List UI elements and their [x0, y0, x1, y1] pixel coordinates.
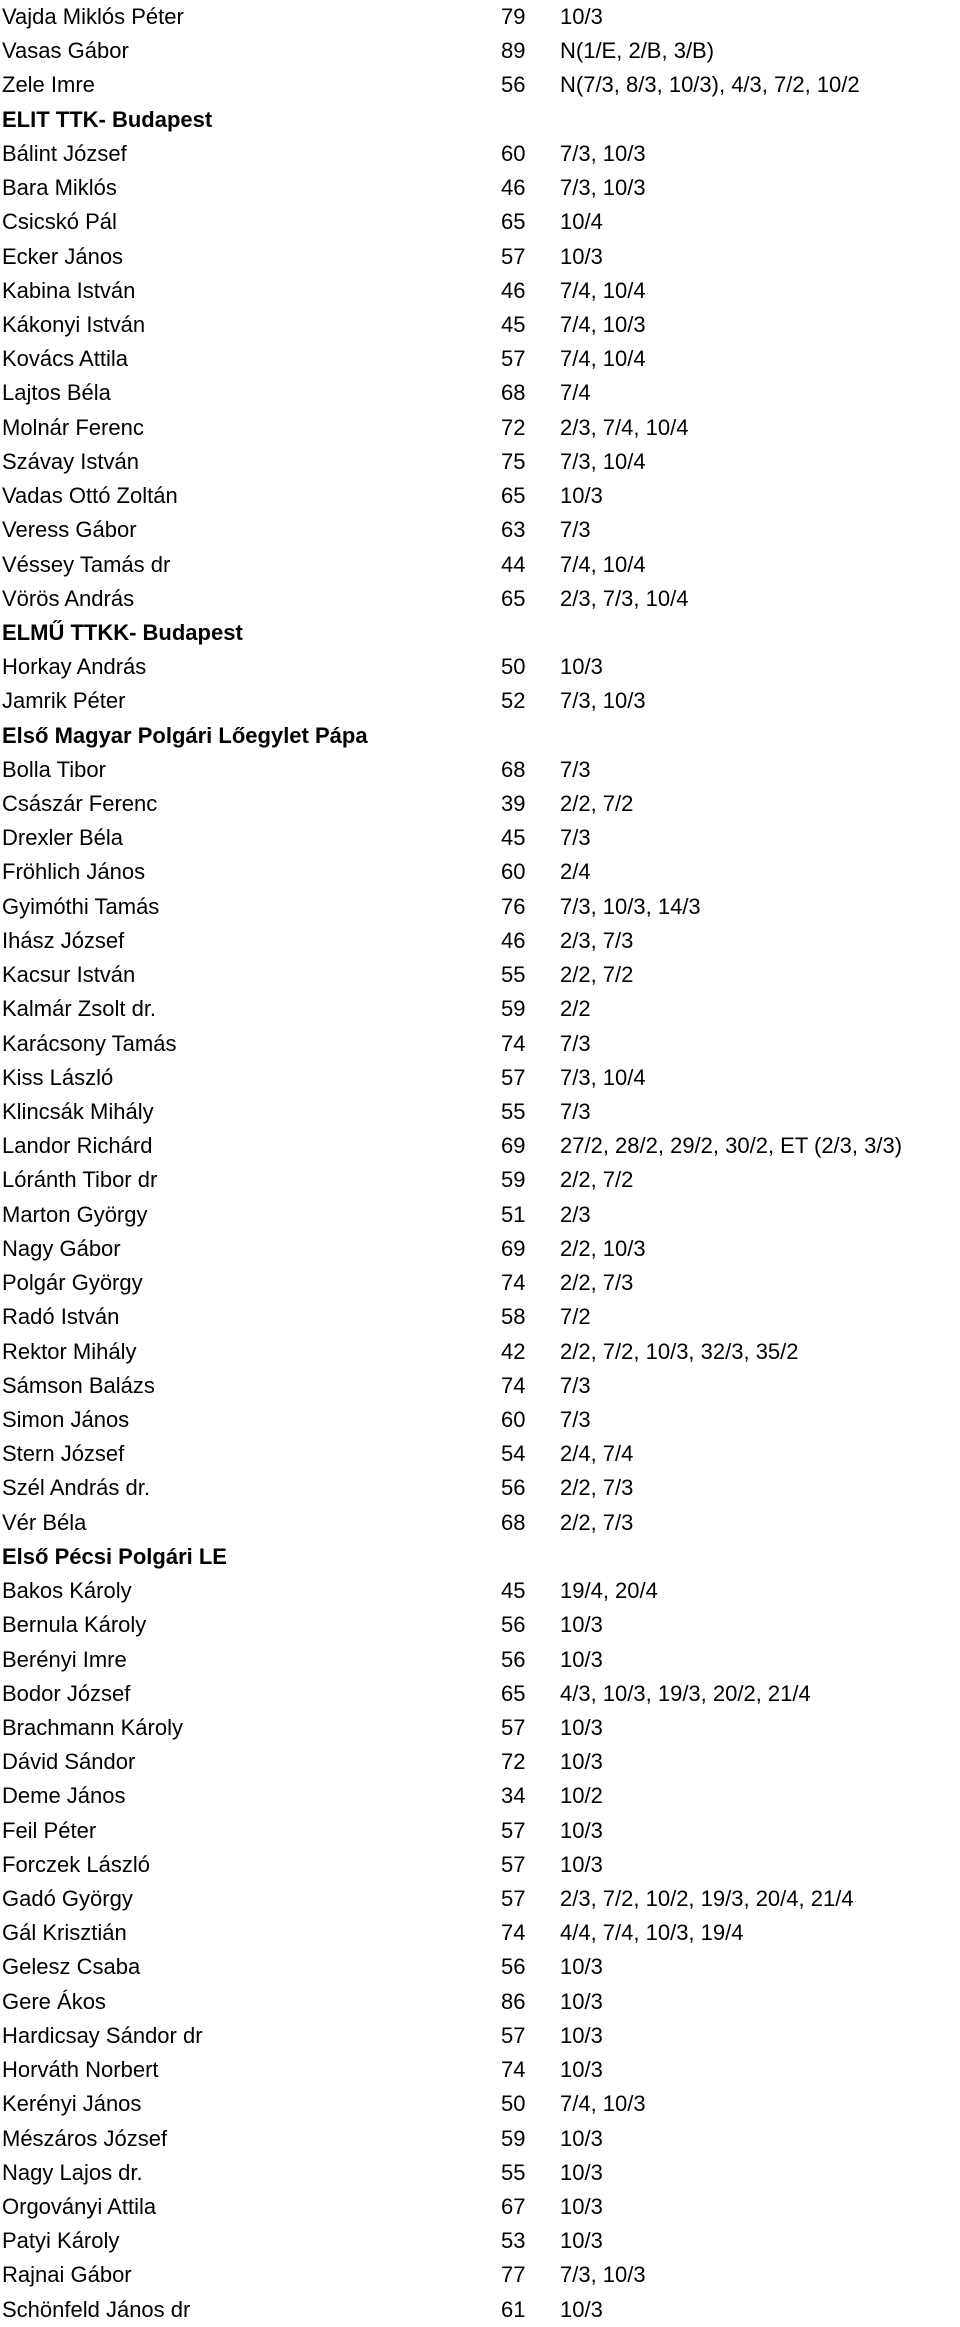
- competitor-row: [0, 1711, 960, 1745]
- competitor-name: Deme János: [2, 1783, 126, 1809]
- competitor-events: 7/4, 10/4: [560, 551, 646, 577]
- competitor-row: [0, 1916, 960, 1950]
- competitor-age: 63: [501, 517, 526, 543]
- competitor-row: [0, 1950, 960, 1984]
- competitor-row: [0, 548, 960, 582]
- competitor-row: [0, 582, 960, 616]
- competitor-name: Nagy Gábor: [2, 1235, 121, 1261]
- competitor-name: Horváth Norbert: [2, 2057, 159, 2083]
- competitor-name: Polgár György: [2, 1270, 143, 1296]
- competitor-row: [0, 1369, 960, 1403]
- competitor-events: 2/4, 7/4: [560, 1441, 634, 1467]
- competitor-age: 34: [501, 1783, 526, 1809]
- competitor-name: Lajtos Béla: [2, 380, 111, 406]
- competitor-events: 10/2: [560, 1783, 603, 1809]
- competitor-name: Ihász József: [2, 927, 125, 953]
- competitor-name: Bakos Károly: [2, 1578, 132, 1604]
- competitor-age: 55: [501, 962, 526, 988]
- competitor-row: [0, 1437, 960, 1471]
- competitor-name: Kiss László: [2, 1064, 114, 1090]
- competitor-row: [0, 376, 960, 410]
- competitor-age: 69: [501, 1235, 526, 1261]
- competitor-events: 10/3: [560, 1646, 603, 1672]
- competitor-row: [0, 992, 960, 1026]
- competitor-age: 57: [501, 1817, 526, 1843]
- competitor-events: 10/3: [560, 483, 603, 509]
- competitor-name: Kabina István: [2, 277, 136, 303]
- competitor-age: 59: [501, 996, 526, 1022]
- competitor-events: 10/3: [560, 243, 603, 269]
- competitor-events: 10/4: [560, 209, 603, 235]
- competitor-row: [0, 479, 960, 513]
- competitor-events: 2/2, 7/2, 10/3, 32/3, 35/2: [560, 1338, 799, 1364]
- competitor-name: Vörös András: [2, 585, 135, 611]
- competitor-age: 89: [501, 38, 526, 64]
- competitor-row: [0, 1506, 960, 1540]
- competitor-age: 56: [501, 1646, 526, 1672]
- competitor-events: 7/3, 10/3: [560, 2262, 646, 2288]
- competitor-age: 55: [501, 1099, 526, 1124]
- competitor-row: [0, 205, 960, 239]
- competitor-name: Bodor József: [2, 1680, 131, 1706]
- competitor-name: Mészáros József: [2, 2125, 168, 2151]
- competitor-age: 61: [501, 2296, 526, 2322]
- competitor-row: [0, 137, 960, 171]
- competitor-name: Jamrik Péter: [2, 688, 126, 714]
- competitor-events: 2/3, 7/4, 10/4: [560, 414, 689, 440]
- competitor-row: [0, 445, 960, 479]
- competitor-name: Veress Gábor: [2, 517, 137, 543]
- competitor-row: [0, 1061, 960, 1095]
- competitor-row: [0, 1027, 960, 1061]
- competitor-name: Orgoványi Attila: [2, 2194, 157, 2219]
- competitor-name: Kovács Attila: [2, 346, 128, 372]
- competitor-row: [0, 753, 960, 787]
- competitor-age: 57: [501, 1886, 526, 1912]
- competitor-age: 50: [501, 2091, 526, 2117]
- competitor-events: 10/3: [560, 4, 603, 29]
- competitor-age: 69: [501, 1133, 526, 1159]
- club-name: Első Magyar Polgári Lőegylet Pápa: [2, 722, 368, 748]
- club-name: ELIT TTK- Budapest: [2, 106, 213, 132]
- competitor-name: Gelesz Csaba: [2, 1954, 141, 1980]
- club-heading: [0, 616, 960, 650]
- competitor-row: [0, 411, 960, 445]
- competitor-age: 57: [501, 346, 526, 372]
- competitor-row: [0, 240, 960, 274]
- competitor-name: Simon János: [2, 1406, 130, 1432]
- competitor-age: 74: [501, 1270, 526, 1296]
- competitor-row: [0, 2053, 960, 2087]
- competitor-age: 67: [501, 2194, 526, 2219]
- competitor-row: [0, 2224, 960, 2258]
- competitor-name: Zele Imre: [2, 72, 95, 98]
- competitor-row: [0, 924, 960, 958]
- competitor-age: 76: [501, 893, 526, 919]
- competitor-name: Vasas Gábor: [2, 38, 129, 64]
- competitor-events: 7/3: [560, 517, 591, 543]
- competitor-name: Gadó György: [2, 1886, 133, 1912]
- competitor-age: 74: [501, 2057, 526, 2083]
- competitor-age: 45: [501, 1578, 526, 1604]
- competitor-age: 56: [501, 1954, 526, 1980]
- competitor-age: 65: [501, 483, 526, 509]
- competitor-name: Stern József: [2, 1441, 125, 1467]
- competitor-age: 39: [501, 791, 526, 817]
- competitor-events: 10/3: [560, 2159, 603, 2185]
- competitor-name: Rajnai Gábor: [2, 2262, 132, 2288]
- competitor-name: Kákonyi István: [2, 311, 146, 337]
- competitor-age: 57: [501, 1714, 526, 1740]
- competitor-name: Karácsony Tamás: [2, 1030, 177, 1056]
- competitor-age: 45: [501, 825, 526, 851]
- competitor-name: Brachmann Károly: [2, 1714, 183, 1740]
- competitor-age: 46: [501, 175, 526, 201]
- competitor-events: 2/3, 7/3, 10/4: [560, 585, 689, 611]
- competitor-row: [0, 2019, 960, 2053]
- competitor-events: 7/4, 10/4: [560, 277, 646, 303]
- competitor-row: [0, 1677, 960, 1711]
- competitor-name: Bolla Tibor: [2, 756, 106, 782]
- competitor-row: [0, 2190, 960, 2224]
- competitor-events: 7/3, 10/4: [560, 448, 646, 474]
- competitor-name: Forczek László: [2, 1851, 150, 1877]
- competitor-name: Berényi Imre: [2, 1646, 127, 1672]
- competitor-name: Drexler Béla: [2, 825, 124, 851]
- competitor-name: Vajda Miklós Péter: [2, 4, 184, 29]
- competitor-name: Nagy Lajos dr.: [2, 2159, 143, 2185]
- competitor-events: 7/3: [560, 756, 591, 782]
- competitor-name: Horkay András: [2, 654, 147, 680]
- competitor-name: Schönfeld János dr: [2, 2296, 191, 2322]
- competitor-age: 55: [501, 2159, 526, 2185]
- competitor-row: [0, 171, 960, 205]
- competitor-events: 2/3: [560, 1201, 591, 1227]
- competitor-events: 7/3: [560, 1406, 591, 1432]
- competitor-events: 10/3: [560, 1714, 603, 1740]
- competitor-events: 10/3: [560, 1612, 603, 1638]
- competitor-age: 65: [501, 1680, 526, 1706]
- competitor-row: [0, 1643, 960, 1677]
- competitor-events: 2/2, 7/2: [560, 962, 634, 988]
- competitor-name: Szávay István: [2, 448, 139, 474]
- competitor-age: 72: [501, 1749, 526, 1775]
- competitor-age: 60: [501, 859, 526, 885]
- competitor-age: 56: [501, 72, 526, 98]
- competitor-row: [0, 1779, 960, 1813]
- competitor-age: 44: [501, 551, 526, 577]
- competitor-name: Császár Ferenc: [2, 791, 158, 817]
- competitor-row: [0, 1574, 960, 1608]
- competitor-age: 52: [501, 688, 526, 714]
- competitor-row: [0, 2122, 960, 2156]
- competitor-row: [0, 1985, 960, 2019]
- club-name: Első Pécsi Polgári LE: [2, 1543, 227, 1569]
- competitor-row: [0, 1814, 960, 1848]
- competitor-events: 10/3: [560, 2194, 603, 2219]
- competitor-events: 27/2, 28/2, 29/2, 30/2, ET (2/3, 3/3): [560, 1133, 903, 1159]
- competitor-name: Molnár Ferenc: [2, 414, 144, 440]
- competitor-events: 7/3, 10/4: [560, 1064, 646, 1090]
- competitor-age: 58: [501, 1304, 526, 1330]
- competitor-row: [0, 1232, 960, 1266]
- competitor-name: Fröhlich János: [2, 859, 146, 885]
- competitor-name: Rektor Mihály: [2, 1338, 137, 1364]
- competitor-age: 50: [501, 654, 526, 680]
- competitor-row: [0, 34, 960, 68]
- competitor-name: Bernula Károly: [2, 1612, 147, 1638]
- competitor-row: [0, 1300, 960, 1334]
- competitor-age: 54: [501, 1441, 526, 1467]
- competitor-age: 45: [501, 311, 526, 337]
- competitor-row: [0, 1745, 960, 1779]
- competitor-row: [0, 1129, 960, 1163]
- competitor-row: [0, 1266, 960, 1300]
- competitor-name: Marton György: [2, 1201, 148, 1227]
- competitor-events: 10/3: [560, 2296, 603, 2322]
- competitor-name: Landor Richárd: [2, 1133, 153, 1159]
- competitor-row: [0, 1608, 960, 1642]
- competitor-name: Vér Béla: [2, 1509, 87, 1535]
- competitor-events: 7/3: [560, 1030, 591, 1056]
- competitor-events: 7/3: [560, 825, 591, 851]
- competitor-row: [0, 787, 960, 821]
- competitor-age: 65: [501, 209, 526, 235]
- competitor-age: 75: [501, 448, 526, 474]
- competitor-age: 86: [501, 1988, 526, 2014]
- competitor-age: 79: [501, 4, 526, 29]
- competitor-age: 68: [501, 1509, 526, 1535]
- competitor-name: Vadas Ottó Zoltán: [2, 483, 178, 509]
- competitor-events: 7/3, 10/3: [560, 140, 646, 166]
- club-heading: [0, 103, 960, 137]
- competitor-row: [0, 890, 960, 924]
- competitor-row: [0, 855, 960, 889]
- competitor-age: 59: [501, 1167, 526, 1193]
- competitor-events: 10/3: [560, 1749, 603, 1775]
- competitor-age: 57: [501, 2022, 526, 2048]
- competitor-row: [0, 0, 960, 34]
- competitor-age: 68: [501, 756, 526, 782]
- competitor-events: 2/3, 7/3: [560, 927, 634, 953]
- competitor-events: 10/3: [560, 1851, 603, 1877]
- competitor-row: [0, 1403, 960, 1437]
- competitor-events: 7/3: [560, 1099, 591, 1124]
- competitor-name: Sámson Balázs: [2, 1372, 155, 1398]
- competitor-row: [0, 68, 960, 102]
- competitor-row: [0, 650, 960, 684]
- competitor-age: 59: [501, 2125, 526, 2151]
- competitor-row: [0, 1335, 960, 1369]
- competitor-row: [0, 2258, 960, 2292]
- competitor-name: Bálint József: [2, 140, 127, 166]
- competitor-name: Kerényi János: [2, 2091, 142, 2117]
- club-heading: [0, 1540, 960, 1574]
- competitor-events: 2/3, 7/2, 10/2, 19/3, 20/4, 21/4: [560, 1886, 854, 1912]
- competitor-name: Gál Krisztián: [2, 1920, 127, 1946]
- competitor-row: [0, 1848, 960, 1882]
- competitor-name: Kalmár Zsolt dr.: [2, 996, 157, 1022]
- competitor-row: [0, 513, 960, 547]
- competitor-events: 7/4: [560, 380, 591, 406]
- competitor-age: 60: [501, 1406, 526, 1432]
- competitor-events: 7/2: [560, 1304, 591, 1330]
- competitor-events: 2/2, 7/3: [560, 1509, 634, 1535]
- competitor-events: 10/3: [560, 2057, 603, 2083]
- competitor-row: [0, 1882, 960, 1916]
- competitor-row: [0, 274, 960, 308]
- competitor-events: 7/4, 10/4: [560, 346, 646, 372]
- competitor-name: Csicskó Pál: [2, 209, 117, 235]
- competitor-age: 72: [501, 414, 526, 440]
- competitor-events: 2/2, 7/2: [560, 791, 634, 817]
- competitor-events: 2/2, 10/3: [560, 1235, 646, 1261]
- competitor-row: [0, 342, 960, 376]
- competitor-events: 10/3: [560, 1954, 603, 1980]
- competitor-row: [0, 2087, 960, 2121]
- competitor-row: [0, 308, 960, 342]
- competitor-events: 4/4, 7/4, 10/3, 19/4: [560, 1920, 744, 1946]
- competitor-age: 74: [501, 1372, 526, 1398]
- competitor-events: 10/3: [560, 2022, 603, 2048]
- competitor-events: 7/3, 10/3: [560, 688, 646, 714]
- competitor-events: 10/3: [560, 2125, 603, 2151]
- competitor-events: 10/3: [560, 2228, 603, 2254]
- competitor-events: 2/2, 7/2: [560, 1167, 634, 1193]
- competitor-events: 2/2, 7/3: [560, 1475, 634, 1501]
- competitor-age: 46: [501, 277, 526, 303]
- competitor-age: 68: [501, 380, 526, 406]
- competitor-name: Hardicsay Sándor dr: [2, 2022, 203, 2048]
- competitor-events: 7/4, 10/3: [560, 2091, 646, 2117]
- competitor-name: Gere Ákos: [2, 1988, 106, 2014]
- club-name: ELMŰ TTKK- Budapest: [2, 619, 243, 645]
- competitor-name: Klincsák Mihály: [2, 1099, 154, 1124]
- competitor-age: 42: [501, 1338, 526, 1364]
- competitor-row: [0, 2293, 960, 2327]
- competitor-events: 10/3: [560, 1988, 603, 2014]
- competitor-events: 2/4: [560, 859, 591, 885]
- competitor-name: Lóránth Tibor dr: [2, 1167, 158, 1193]
- competitor-events: 2/2: [560, 996, 591, 1022]
- competitor-events: 7/3, 10/3: [560, 175, 646, 201]
- competitor-age: 46: [501, 927, 526, 953]
- competitor-name: Kacsur István: [2, 962, 136, 988]
- competitor-age: 57: [501, 1064, 526, 1090]
- competitor-row: [0, 684, 960, 718]
- competitor-age: 74: [501, 1920, 526, 1946]
- competitor-name: Feil Péter: [2, 1817, 97, 1843]
- competitor-events: 7/3: [560, 1372, 591, 1398]
- competitor-age: 57: [501, 1851, 526, 1877]
- competitor-row: [0, 1163, 960, 1197]
- competitor-events: 10/3: [560, 1817, 603, 1843]
- competitor-events: 2/2, 7/3: [560, 1270, 634, 1296]
- competitor-age: 56: [501, 1475, 526, 1501]
- competitor-events: 19/4, 20/4: [560, 1578, 658, 1604]
- competitor-events: 7/3, 10/3, 14/3: [560, 893, 701, 919]
- competitor-name: Bara Miklós: [2, 175, 117, 201]
- competitor-name: Radó István: [2, 1304, 120, 1330]
- competitor-name: Ecker János: [2, 243, 124, 269]
- competitor-name: Dávid Sándor: [2, 1749, 136, 1775]
- competitor-age: 77: [501, 2262, 526, 2288]
- competitor-events: N(1/E, 2/B, 3/B): [560, 38, 715, 64]
- competitor-row: [0, 958, 960, 992]
- competitor-row: [0, 1095, 960, 1129]
- competitor-row: [0, 821, 960, 855]
- competitor-age: 56: [501, 1612, 526, 1638]
- competitor-age: 74: [501, 1030, 526, 1056]
- competitor-name: Szél András dr.: [2, 1475, 150, 1501]
- competitor-age: 57: [501, 243, 526, 269]
- competitor-age: 65: [501, 585, 526, 611]
- competitor-events: N(7/3, 8/3, 10/3), 4/3, 7/2, 10/2: [560, 72, 860, 98]
- competitor-age: 60: [501, 140, 526, 166]
- competitor-events: 7/4, 10/3: [560, 311, 646, 337]
- competitor-row: [0, 1198, 960, 1232]
- club-heading: [0, 719, 960, 753]
- competitor-row: [0, 1471, 960, 1505]
- competitor-name: Véssey Tamás dr: [2, 551, 171, 577]
- competitor-age: 51: [501, 1201, 526, 1227]
- competitor-name: Gyimóthi Tamás: [2, 893, 160, 919]
- competitor-events: 10/3: [560, 654, 603, 680]
- competitor-age: 53: [501, 2228, 526, 2254]
- competitor-events: 4/3, 10/3, 19/3, 20/2, 21/4: [560, 1680, 811, 1706]
- competitor-name: Patyi Károly: [2, 2228, 120, 2254]
- competitor-row: [0, 2156, 960, 2190]
